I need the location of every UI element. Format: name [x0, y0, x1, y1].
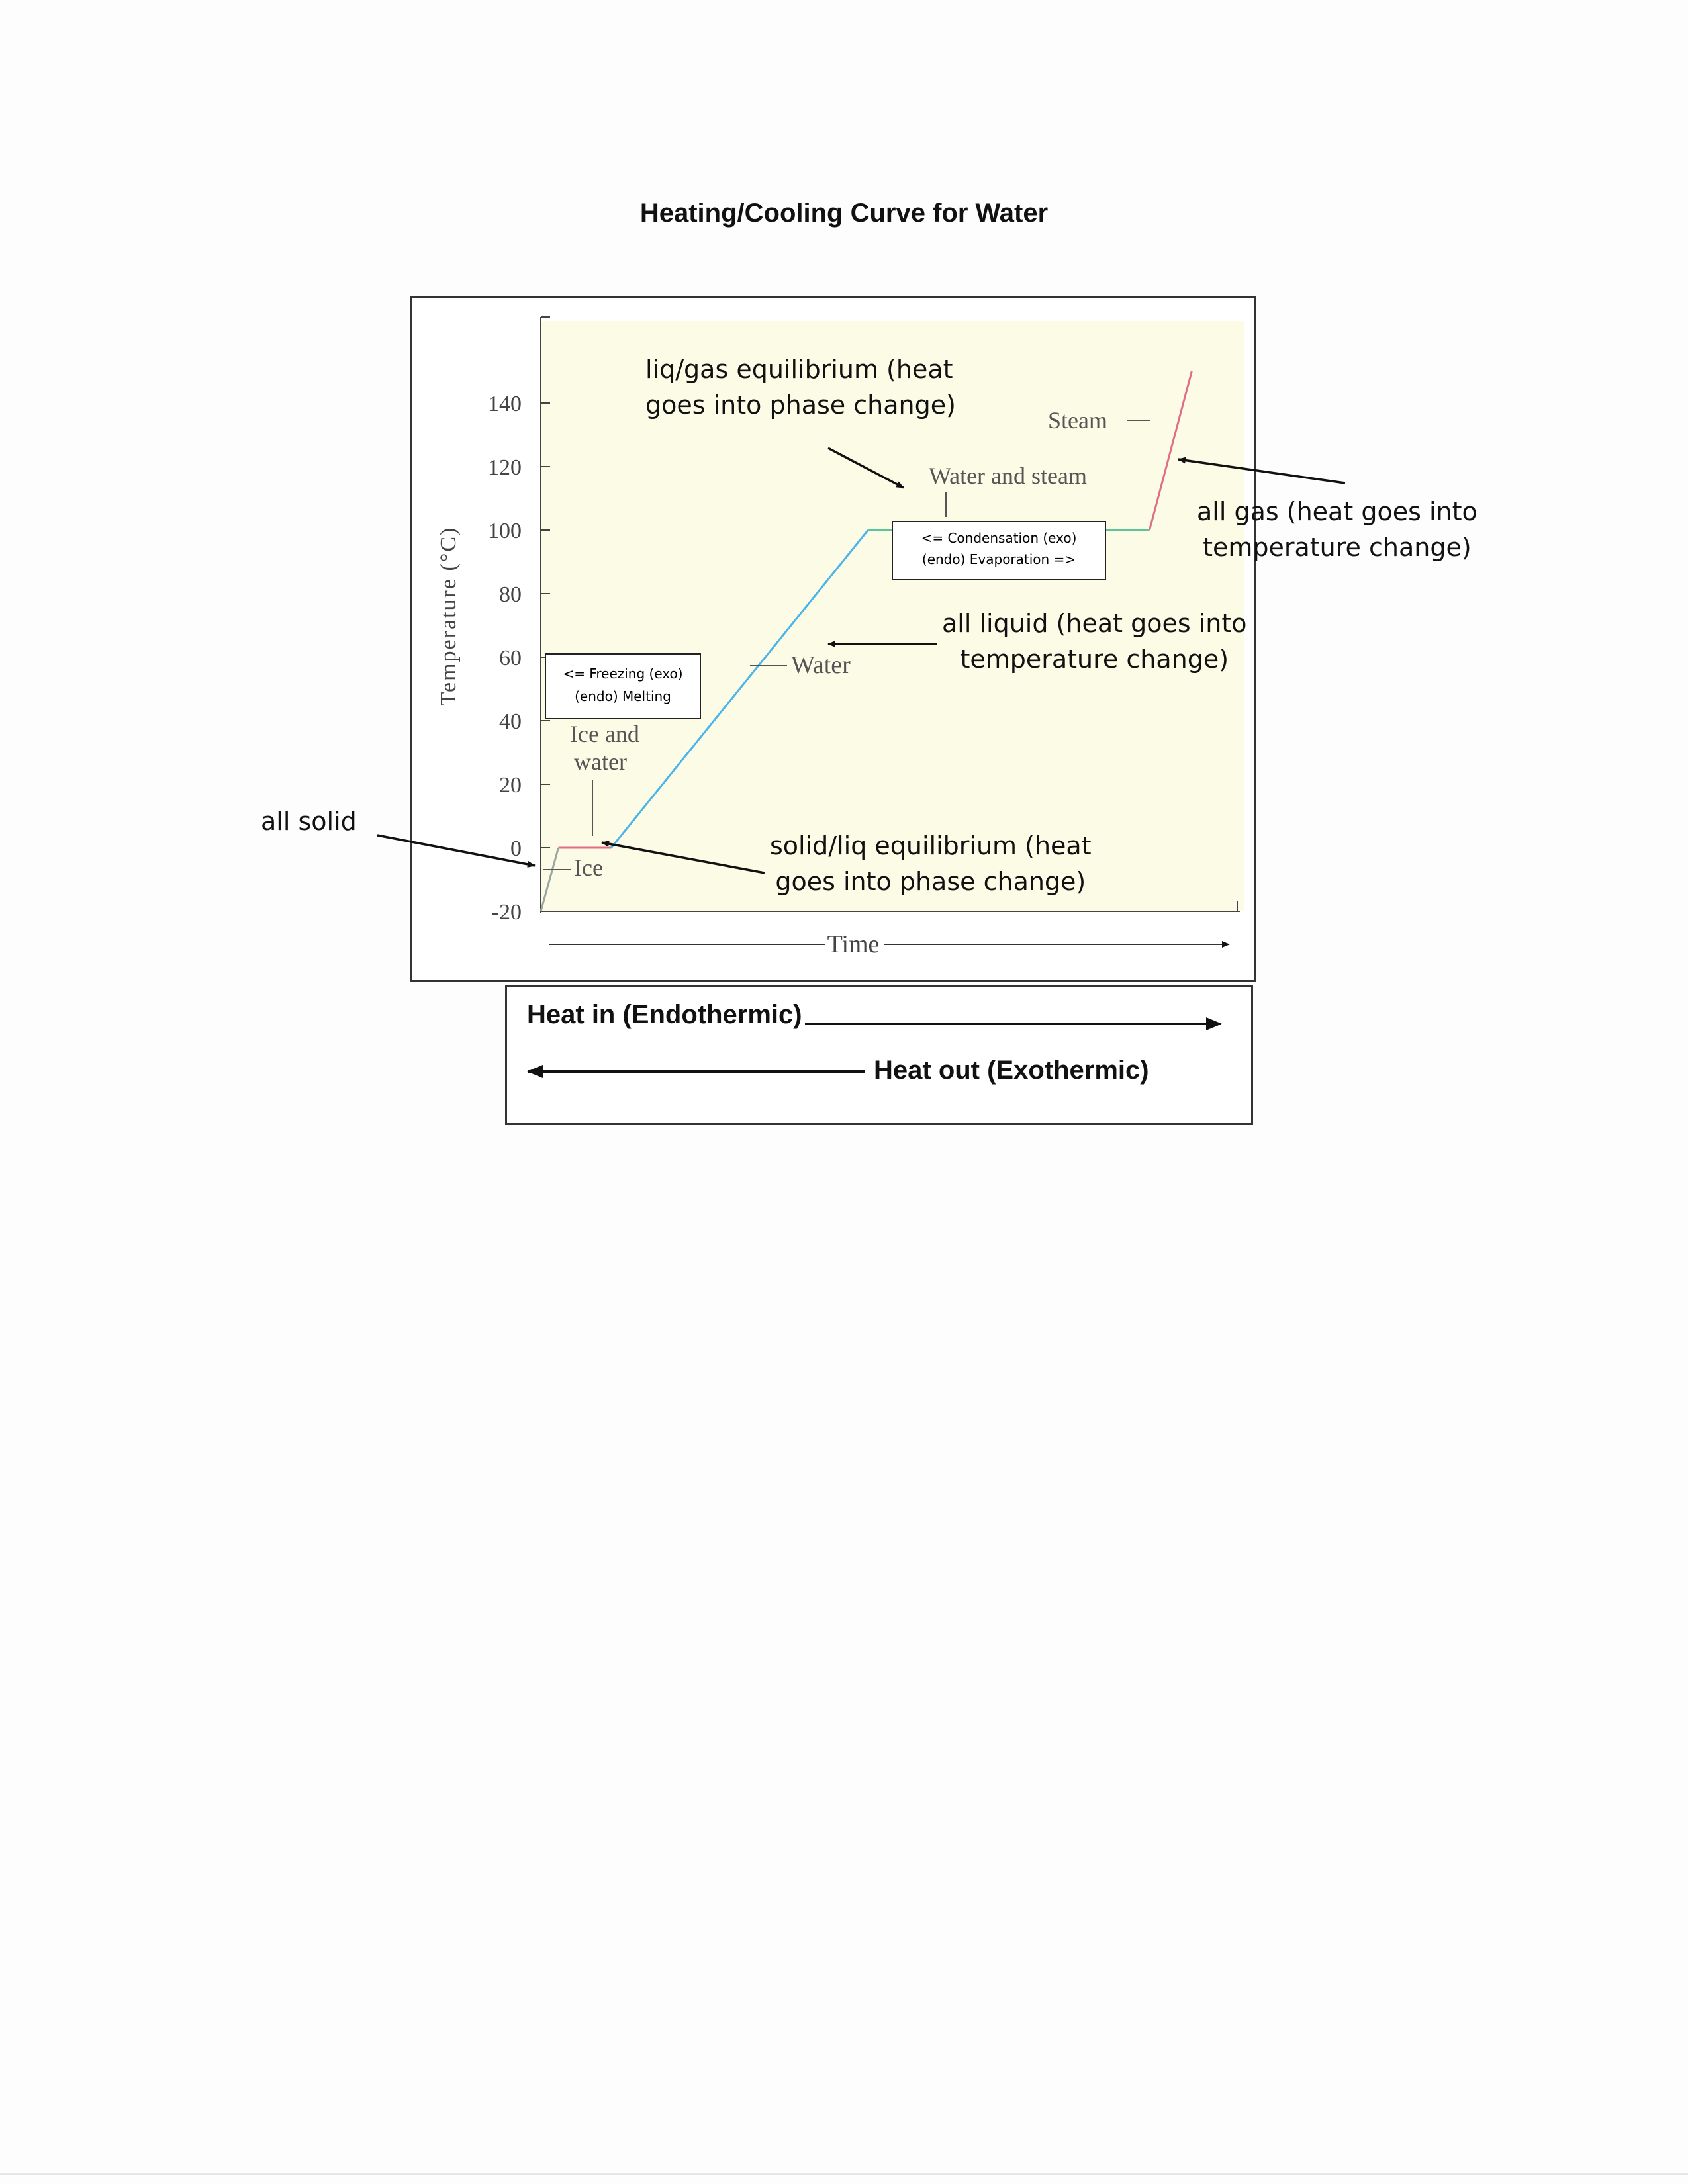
label-ice-and-water-1: Ice and — [570, 721, 639, 747]
y-tick-label: -20 — [491, 900, 522, 925]
all-gas-line-2: temperature change) — [1203, 533, 1472, 562]
page-bottom-rule — [0, 2173, 1688, 2175]
label-ice: Ice — [574, 854, 603, 881]
label-water: Water — [791, 651, 851, 679]
all-solid-arrow — [377, 835, 535, 866]
all-gas-line-1: all gas (heat goes into — [1197, 497, 1477, 526]
all-liquid-line-1: all liquid (heat goes into — [942, 609, 1247, 638]
y-tick-label: 0 — [510, 837, 522, 861]
x-axis-label: Time — [827, 931, 880, 958]
y-tick-label: 20 — [499, 773, 522, 797]
melting-label: (endo) Melting — [575, 688, 671, 704]
heat-arrows — [507, 987, 1251, 1123]
all-gas-arrow — [1178, 459, 1345, 483]
y-axis-label: Temperature (°C) — [436, 526, 461, 706]
heat-out-label: Heat out (Exothermic) — [874, 1056, 1149, 1085]
y-tick-label: 140 — [488, 392, 522, 416]
label-steam: Steam — [1048, 407, 1107, 433]
y-tick-label: 120 — [488, 455, 522, 480]
y-tick-label: 100 — [488, 519, 522, 543]
page-title: Heating/Cooling Curve for Water — [639, 199, 1049, 228]
evaporation-label: (endo) Evaporation => — [921, 551, 1076, 567]
all-gas-annotation — [1197, 494, 1477, 565]
liq-gas-line-2: goes into phase change) — [645, 390, 956, 420]
all-liquid-line-2: temperature change) — [960, 645, 1229, 674]
condensation-label: <= Condensation (exo) — [921, 530, 1077, 546]
label-ice-and-water-2: water — [574, 749, 627, 775]
all-solid-annotation: all solid — [261, 807, 357, 836]
y-tick-label: 80 — [499, 582, 522, 607]
y-tick-label: 40 — [499, 709, 522, 734]
heat-in-label: Heat in (Endothermic) — [527, 1000, 802, 1029]
solid-liq-line-2: goes into phase change) — [775, 867, 1086, 896]
label-water-and-steam: Water and steam — [929, 463, 1087, 489]
heat-direction-box — [505, 985, 1253, 1125]
solid-liq-line-1: solid/liq equilibrium (heat — [770, 831, 1092, 860]
liq-gas-line-1: liq/gas equilibrium (heat — [645, 355, 953, 384]
freezing-label: <= Freezing (exo) — [563, 666, 683, 682]
y-tick-label: 60 — [499, 646, 522, 670]
